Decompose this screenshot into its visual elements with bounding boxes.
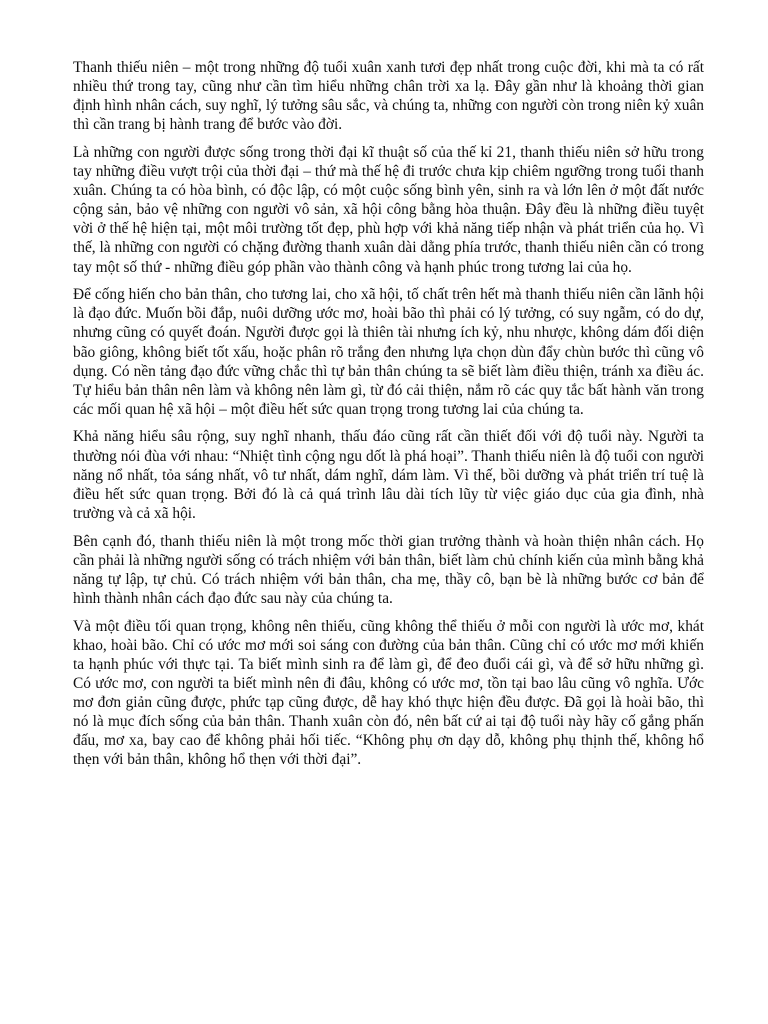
paragraph-6: Và một điều tối quan trọng, không nên thiếu, cũng không thể thiếu ở mỗi con người là ước mơ, khát khao, hoài bão. Chỉ có ước mơ mới soi sáng con đường của bản thân. Cũng chỉ có ước mơ mới khiến ta hạnh phúc với thực tại. Ta biết mình sinh ra để làm gì, để đeo đuổi cái gì, và để sở hữu những gì. Có ước mơ, con người ta biết mình nên đi đâu, không có ước mơ, tồn tại bao lâu cũng vô nghĩa. Ước mơ đơn giản cũng được, phức tạp cũng được, dễ hay khó thực hiện đều được. Đã gọi là hoài bão, thì nó là mục đích sống của bản thân. Thanh xuân còn đó, nên bất cứ ai tại độ tuổi này hãy cố gắng phấn đấu, mơ xa, bay cao để không phải hối tiếc. “Không phụ ơn dạy dỗ, không phụ thịnh thế, không hổ thẹn với bản thân, không hổ thẹn với thời đại”. xyxy=(73,617,704,769)
paragraph-5: Bên cạnh đó, thanh thiếu niên là một trong mốc thời gian trưởng thành và hoàn thiện nhân cách. Họ cần phải là những người sống có trách nhiệm với bản thân, biết làm chủ chính kiến của mình bằng khả năng tự lập, tự chủ. Có trách nhiệm với bản thân, cha mẹ, thầy cô, bạn bè là những bước cơ bản để hình thành nhân cách đạo đức sau này của chúng ta. xyxy=(73,532,704,607)
paragraph-4: Khả năng hiểu sâu rộng, suy nghĩ nhanh, thấu đáo cũng rất cần thiết đối với độ tuổi này. Người ta thường nói đùa với nhau: “Nhiệt tình cộng ngu dốt là phá hoại”. Thanh thiếu niên là độ tuổi con người năng nổ nhất, tỏa sáng nhất, vô tư nhất, dám nghĩ, dám làm. Vì thế, bồi dưỡng và phát triển trí tuệ là điều hết sức quan trọng. Bởi đó là cả quá trình lâu dài tích lũy từ việc giáo dục của gia đình, nhà trường và cả xã hội. xyxy=(73,428,704,522)
paragraph-2: Là những con người được sống trong thời đại kĩ thuật số của thế kỉ 21, thanh thiếu niên sở hữu trong tay những điều vượt trội của thời đại – thứ mà thế hệ đi trước chưa kịp chiêm ngưỡng trong tuổi thanh xuân. Chúng ta có hòa bình, có độc lập, có một cuộc sống bình yên, sinh ra và lớn lên ở một đất nước cộng sản, bảo vệ những con người vô sản, xã hội công bằng hòa thuận. Đây đều là những điều tuyệt vời ở thế hệ hiện tại, một môi trường tốt đẹp, phù hợp với khả năng tiếp nhận và phát triển của họ. Vì thế, là những con người có chặng đường thanh xuân dài dằng phía trước, thanh thiếu niên cần có trong tay một số thứ - những điều góp phần vào thành công và hạnh phúc trong tương lai của họ. xyxy=(73,143,704,276)
paragraph-3: Để cống hiến cho bản thân, cho tương lai, cho xã hội, tố chất trên hết mà thanh thiếu niên cần lãnh hội là đạo đức. Muốn bồi đắp, nuôi dưỡng ước mơ, hoài bão thì phải có lý tưởng, có suy ngẫm, có do dự, nhưng cũng có quyết đoán. Người được gọi là thiên tài nhưng ích kỷ, nhu nhược, không dám đối diện bão giông, không biết tốt xấu, hoặc phân rõ trắng đen nhưng lựa chọn dùn đẩy chùn bước thì cũng vô dụng. Có nền tảng đạo đức vững chắc thì tự bản thân chúng ta sẽ biết làm điều thiện, tránh xa điều ác. Tự hiểu bản thân nên làm và không nên làm gì, từ đó cải thiện, nắm rõ các quy tắc bất hành văn trong các mối quan hệ xã hội – một điều hết sức quan trọng trong tương lai của chúng ta. xyxy=(73,286,704,418)
paragraph-1: Thanh thiếu niên – một trong những độ tuổi xuân xanh tươi đẹp nhất trong cuộc đời, khi mà ta có rất nhiều thứ trong tay, cũng như cần tìm hiểu những chân trời xa lạ. Đây gần như là khoảng thời gian định hình nhân cách, suy nghĩ, lý tưởng sâu sắc, và chúng ta, những con người còn trong niên kỷ xuân thì cần trang bị hành trang để bước vào đời. xyxy=(73,59,704,134)
document-page xyxy=(73,58,704,778)
